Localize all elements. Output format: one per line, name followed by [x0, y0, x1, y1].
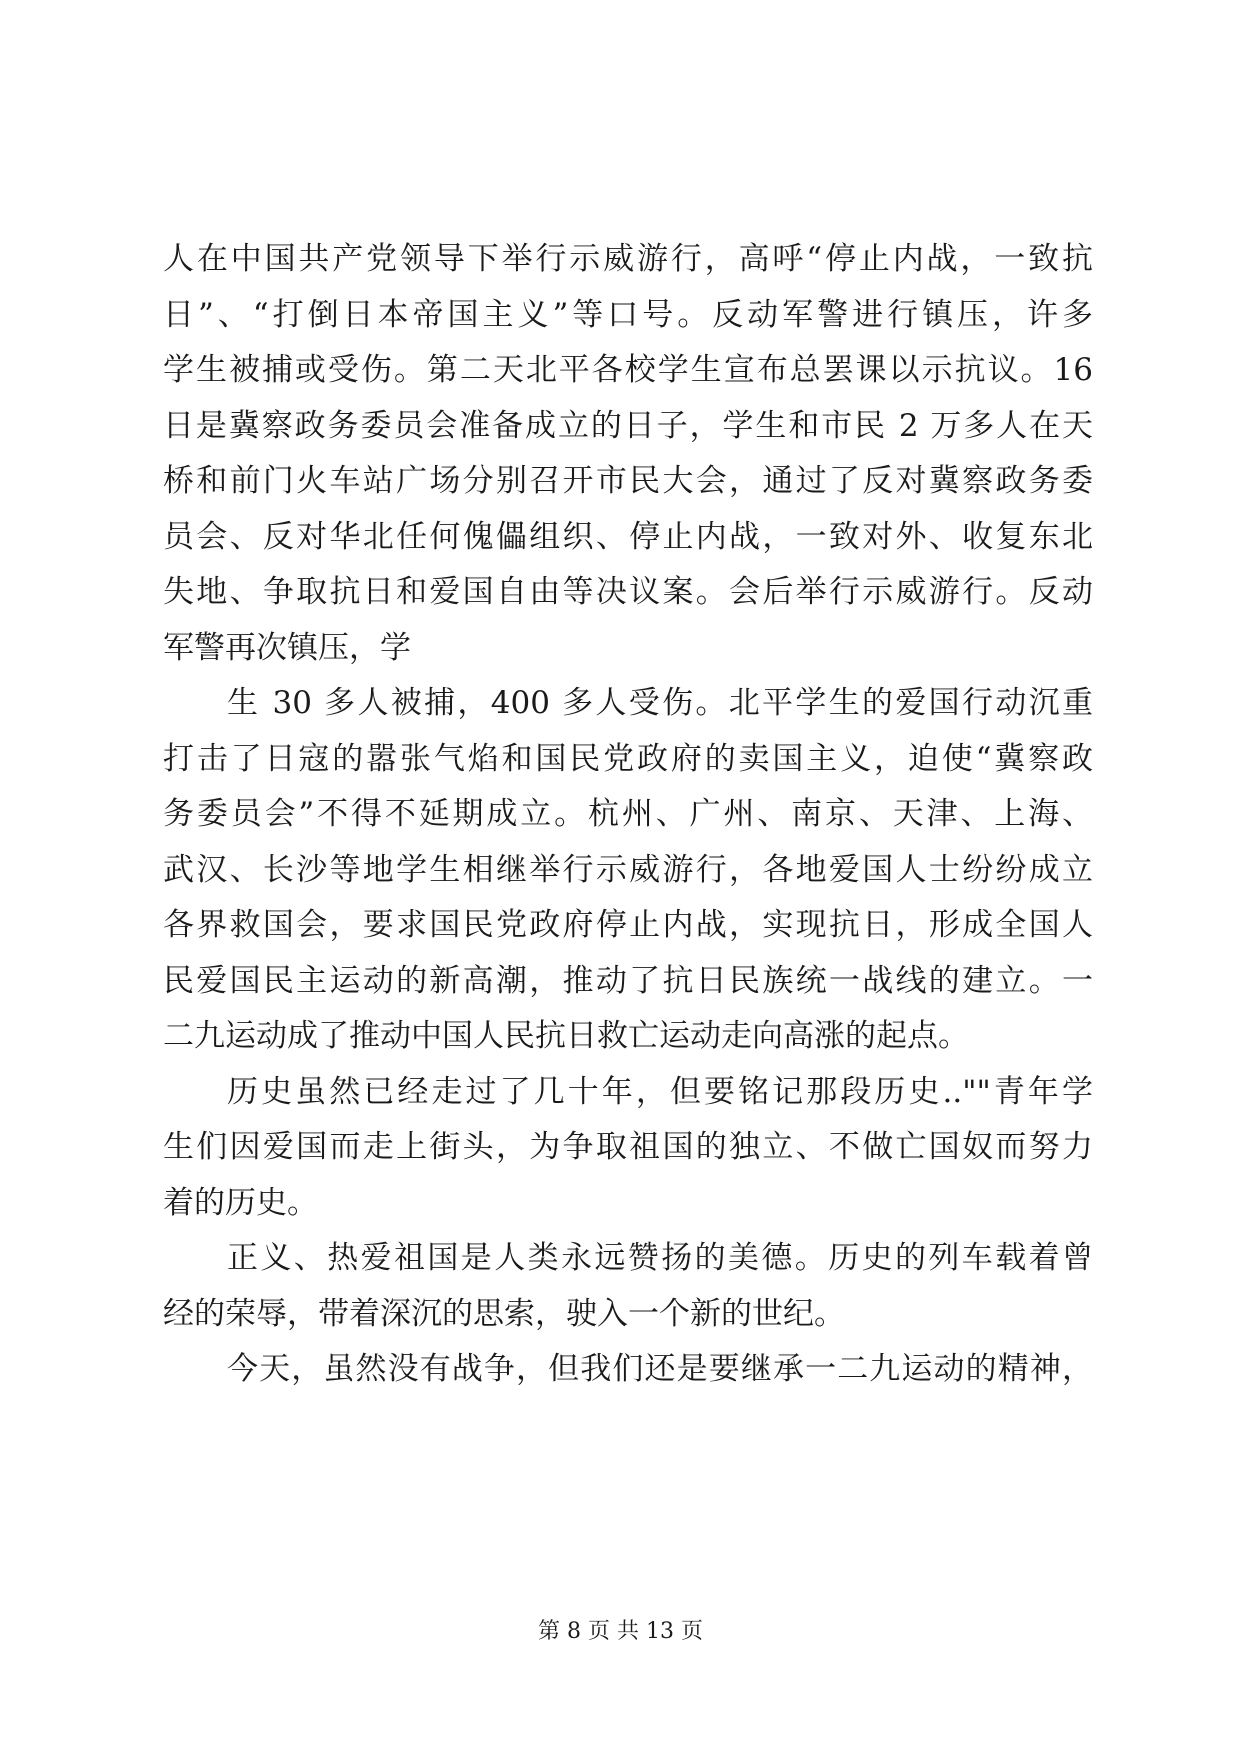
text-line: 员会、反对华北任何傀儡组织、停止内战，一致对外、收复东北 — [163, 518, 1093, 555]
text-line: 人在中国共产党领导下举行示威游行，高呼“停止内战，一致抗 — [163, 241, 1093, 277]
text-line: 二九运动成了推动中国人民抗日救亡运动走向高涨的起点。 — [163, 1018, 969, 1054]
text-line: 打击了日寇的嚣张气焰和国民党政府的卖国主义，迫使“冀察政 — [163, 740, 1093, 777]
page-number-footer: 第 8 页 共 13 页 — [538, 1619, 703, 1644]
paragraph-2 — [163, 676, 1093, 1065]
paragraph-4 — [163, 1231, 1093, 1342]
text-line: 日是冀察政务委员会准备成立的日子，学生和市民 2 万多人在天 — [163, 407, 1093, 444]
text-line: 失地、争取抗日和爱国自由等决议案。会后举行示威游行。反动 — [163, 574, 1093, 610]
text-line: 务委员会”不得不延期成立。杭州、广州、南京、天津、上海、 — [163, 796, 1093, 832]
text-line: 学生被捕或受伤。第二天北平各校学生宣布总罢课以示抗议。16 — [163, 352, 1093, 388]
text-line: 日”、“打倒日本帝国主义”等口号。反动军警进行镇压，许多 — [163, 296, 1093, 333]
text-line: 生 30 多人被捕，400 多人受伤。北平学生的爱国行动沉重 — [227, 685, 1093, 721]
text-line: 民爱国民主运动的新高潮，推动了抗日民族统一战线的建立。一 — [163, 962, 1093, 999]
text-line: 着的历史。 — [163, 1184, 318, 1221]
text-line: 生们因爱国而走上街头，为争取祖国的独立、不做亡国奴而努力 — [163, 1129, 1093, 1165]
text-line: 经的荣辱，带着深沉的思索，驶入一个新的世纪。 — [163, 1295, 845, 1332]
paragraph-3 — [163, 1065, 1093, 1232]
text-line: 各界救国会，要求国民党政府停止内战，实现抗日，形成全国人 — [163, 907, 1093, 943]
document-body — [163, 232, 1093, 1398]
paragraph-1 — [163, 232, 1093, 676]
text-line: 桥和前门火车站广场分别召开市民大会，通过了反对冀察政务委 — [163, 463, 1093, 499]
text-line: 今天，虽然没有战争，但我们还是要继承一二九运动的精神， — [227, 1351, 1093, 1387]
paragraph-5 — [163, 1342, 1093, 1398]
text-line: 军警再次镇压，学 — [163, 629, 411, 666]
text-line: 武汉、长沙等地学生相继举行示威游行，各地爱国人士纷纷成立 — [163, 851, 1093, 888]
text-line: 历史虽然已经走过了几十年，但要铭记那段历史..""青年学 — [227, 1073, 1093, 1110]
text-line: 正义、热爱祖国是人类永远赞扬的美德。历史的列车载着曾 — [227, 1240, 1093, 1276]
